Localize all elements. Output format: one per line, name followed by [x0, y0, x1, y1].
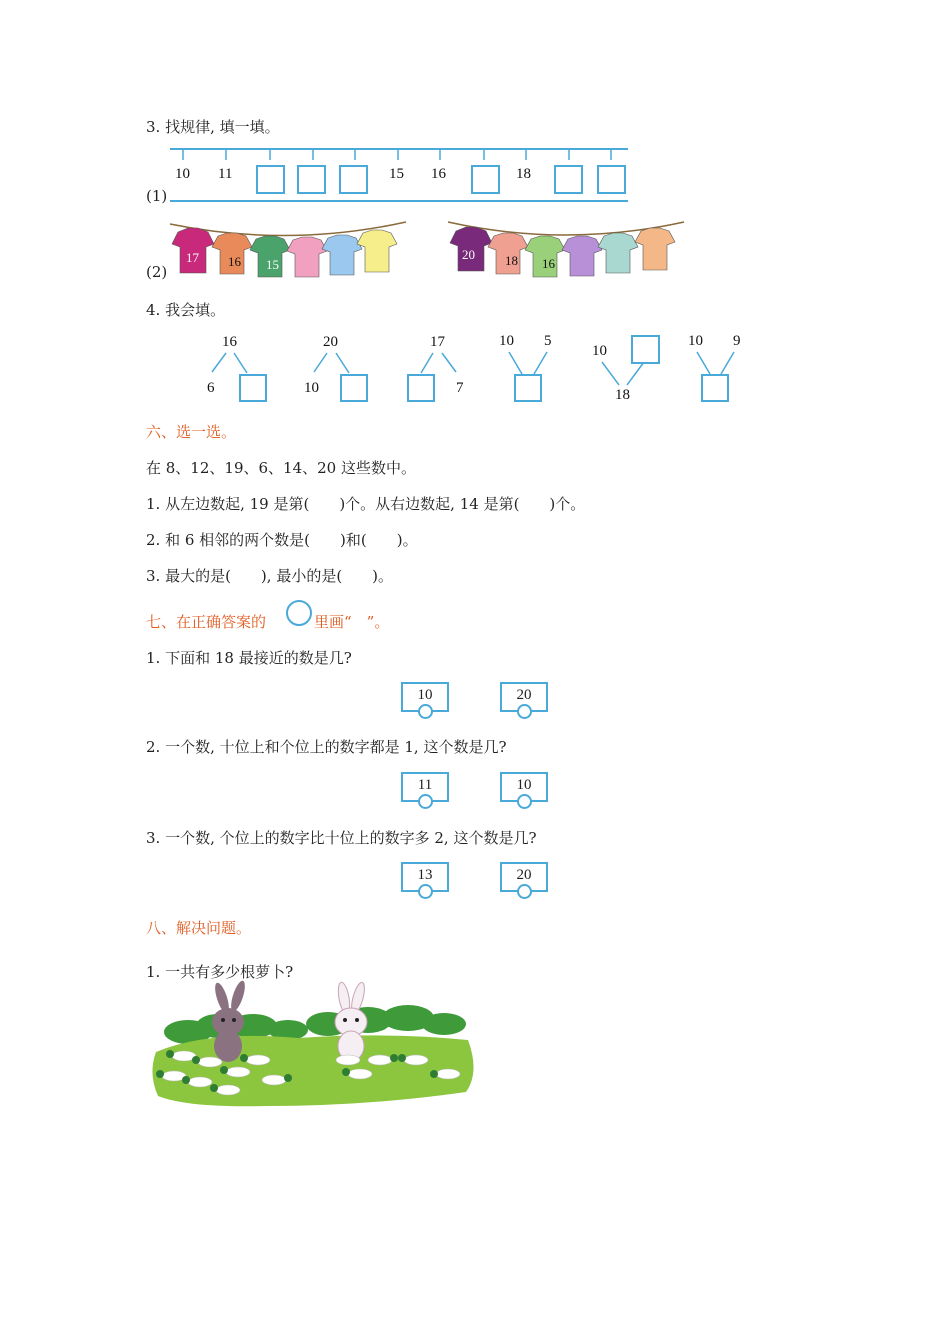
split-number: 9 [733, 333, 741, 349]
split-number: 17 [430, 334, 445, 350]
shirt-number: 20 [462, 247, 475, 262]
choice-option [500, 772, 548, 802]
choice-option [500, 862, 548, 892]
section-heading: 八、解决问题。 [146, 919, 252, 937]
q3-title: 3. 找规律, 填一填。 [146, 118, 280, 136]
answer-box[interactable] [701, 374, 729, 402]
section-heading: 六、选一选。 [146, 423, 237, 441]
question-text: 1. 一共有多少根萝卜? [146, 963, 294, 981]
split-number: 5 [544, 333, 552, 349]
answer-circle[interactable] [517, 884, 532, 899]
split-number: 10 [499, 333, 514, 349]
number-label: 18 [516, 166, 531, 182]
question-text: 2. 一个数, 十位上和个位上的数字都是 1, 这个数是几? [146, 738, 507, 756]
answer-box[interactable] [340, 374, 368, 402]
choice-label: 20 [516, 687, 532, 703]
answer-circle[interactable] [418, 794, 433, 809]
choice-label: 20 [516, 867, 532, 883]
answer-box[interactable] [631, 335, 660, 364]
answer-circle[interactable] [418, 704, 433, 719]
split-number: 18 [615, 387, 630, 403]
row-label: (1) [146, 187, 168, 205]
shirt-number: 18 [505, 253, 518, 268]
question-text: 1. 下面和 18 最接近的数是几? [146, 649, 352, 667]
choice-label: 10 [417, 687, 433, 703]
answer-box[interactable] [407, 374, 435, 402]
answer-box[interactable] [239, 374, 267, 402]
split-number: 10 [304, 380, 319, 396]
answer-box[interactable] [514, 374, 542, 402]
split-number: 7 [456, 380, 464, 396]
number-label: 11 [218, 166, 233, 182]
answer-circle[interactable] [418, 884, 433, 899]
number-label: 10 [175, 166, 190, 182]
row-label: (2) [146, 263, 168, 281]
split-number: 10 [688, 333, 703, 349]
split-diagram-lines [0, 0, 950, 420]
question-intro: 在 8、12、19、6、14、20 这些数中。 [146, 459, 416, 477]
choice-option [401, 682, 449, 712]
choice-option [401, 862, 449, 892]
split-number: 6 [207, 380, 215, 396]
choice-label: 10 [516, 777, 532, 793]
answer-circle[interactable] [517, 704, 532, 719]
shirt-number: 16 [542, 256, 555, 271]
shirt-number: 16 [228, 254, 241, 269]
shirt-number: 17 [186, 250, 199, 265]
split-number: 10 [592, 343, 607, 359]
number-label: 16 [431, 166, 446, 182]
section-heading-part: 七、在正确答案的 [146, 613, 267, 631]
number-label: 15 [389, 166, 404, 182]
shirt-number: 15 [266, 257, 279, 272]
split-number: 20 [323, 334, 338, 350]
rabbits-carrots-illustration [148, 982, 478, 1110]
section-heading-part: 里画“ ”。 [314, 613, 390, 631]
answer-circle[interactable] [517, 794, 532, 809]
question-text: 3. 一个数, 个位上的数字比十位上的数字多 2, 这个数是几? [146, 829, 537, 847]
split-number: 16 [222, 334, 237, 350]
question-text: 2. 和 6 相邻的两个数是( )和( )。 [146, 531, 418, 549]
choice-option [401, 772, 449, 802]
choice-label: 11 [417, 777, 433, 793]
choice-option [500, 682, 548, 712]
question-text: 1. 从左边数起, 19 是第( )个。从右边数起, 14 是第( )个。 [146, 495, 586, 513]
question-text: 3. 最大的是( ), 最小的是( )。 [146, 567, 394, 585]
q4-title: 4. 我会填。 [146, 301, 226, 319]
choice-label: 13 [417, 867, 433, 883]
circle-icon [286, 600, 312, 626]
